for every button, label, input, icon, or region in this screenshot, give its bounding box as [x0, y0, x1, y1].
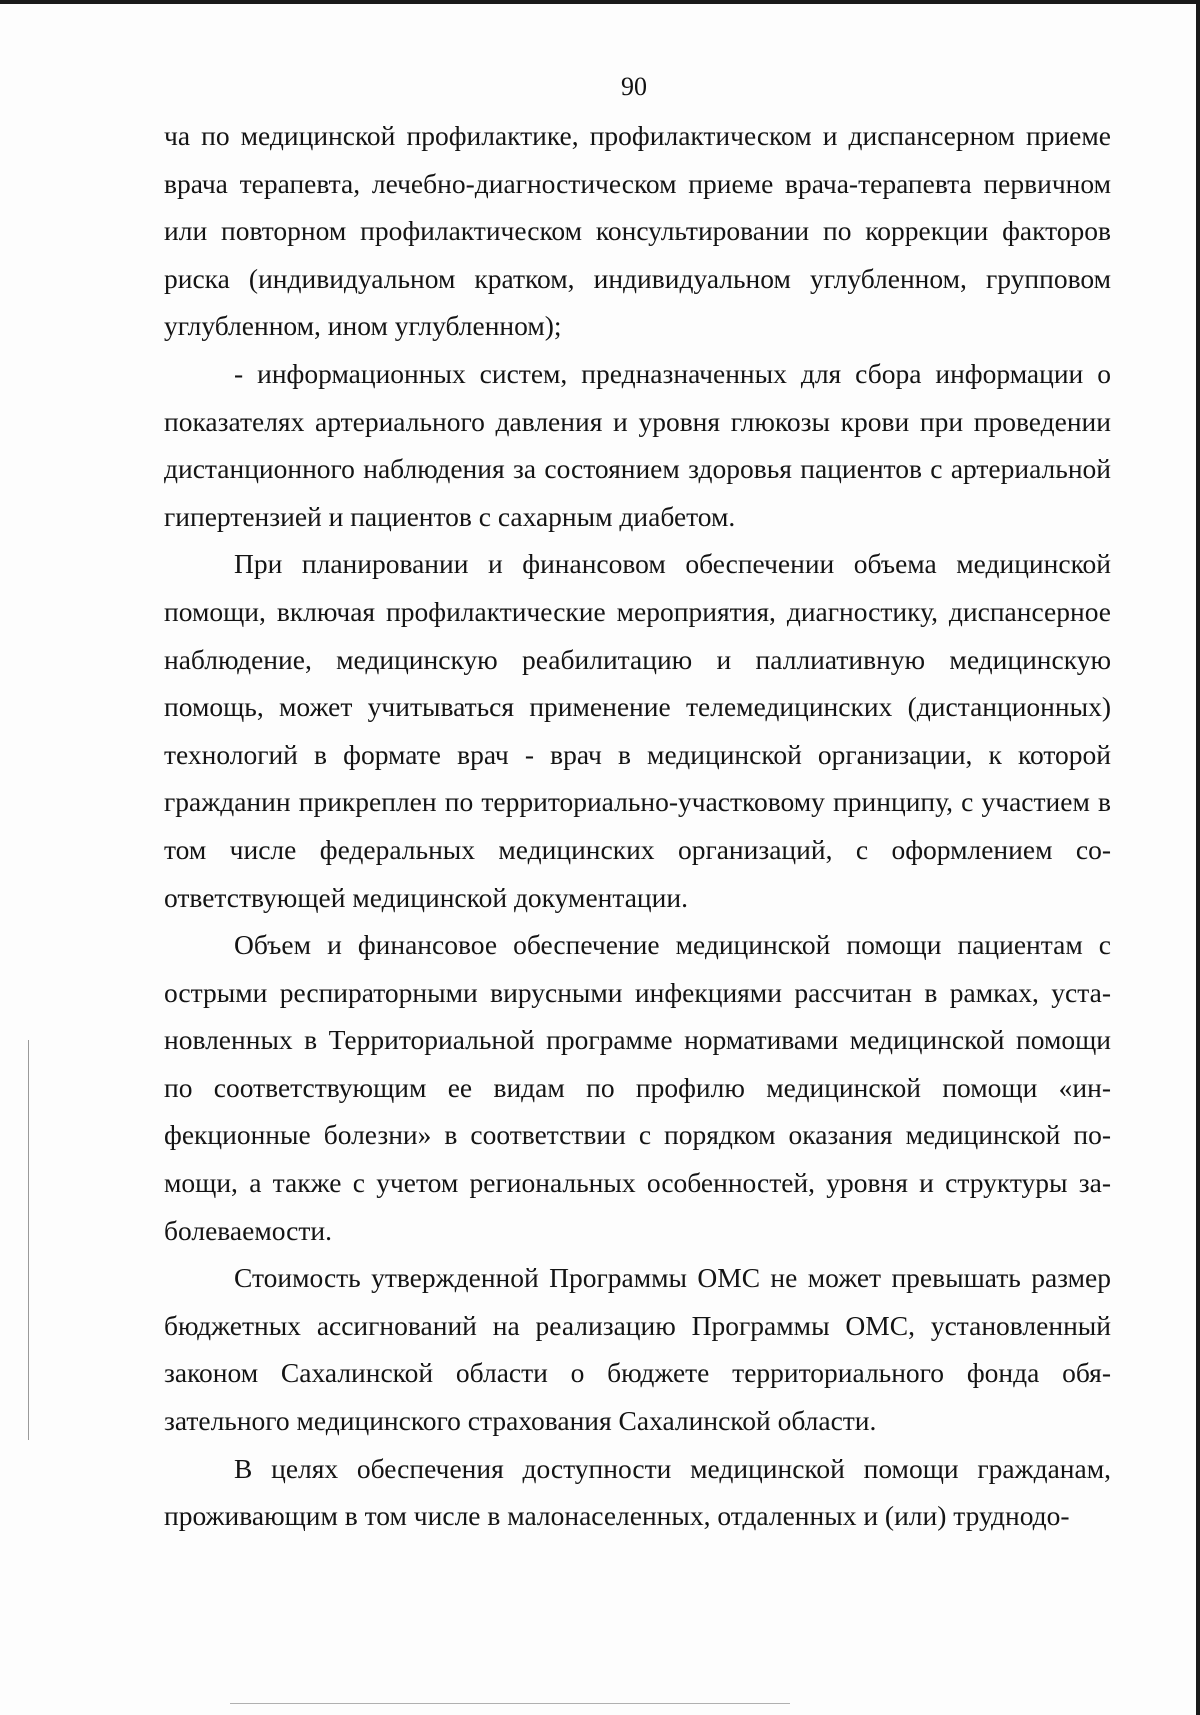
paragraph-oms-program-cost: Стоимость утвержденной Программы ОМС не может превышать размер бюджетных ассигнований на реализацию Программы ОМС, установленный законом Сахалинской области о бюджете территориального фонда обязательного медицинского страхования Сахалинской области.	[164, 1262, 1111, 1437]
paragraph-accessibility: В целях обеспечения доступности медицинской помощи гражданам, проживающим в том числе в малонаселенных, отдаленных и (или) труднодо-	[164, 1452, 1111, 1532]
scan-edge-bottom	[230, 1703, 790, 1704]
scan-edge-right	[1196, 0, 1200, 1715]
document-body	[164, 112, 1111, 1540]
paragraph-telemedicine-planning: При планировании и финансовом обеспечении объема медицинской помощи, включая профилактические мероприятия, диагностику, диспансерное наблюдение, медицинскую реабилитацию и паллиативную медицинскую помощь, может учитываться применение телемедицинских (дистанционных) технологий в формате врач - врач в медицинской организации, к которой гражданин прикреплен по территориально-участковому принципу, с участием в том числе федеральных медицинских организаций, с оформлением соответствующей медицинской документации.	[164, 548, 1111, 913]
scan-edge-top	[0, 0, 1200, 4]
paragraph-information-systems: - информационных систем, предназначенных для сбора информации о показателях артериального давления и уровня глюкозы крови при проведении дистанционного наблюдения за состоянием здоровья пациентов с артериальной гипертензией и пациентов с сахарным диабетом.	[164, 357, 1111, 532]
page-number: 90	[621, 72, 647, 101]
paragraph-continuation: ча по медицинской профилактике, профилактическом и диспансерном приеме врача терапевта, лечебно-диагностическом приеме врача-терапевта первичном или повторном профилактическом консультировании по коррекции факторов риска (индивидуальном кратком, индивидуальном углубленном, групповом углубленном, ином углубленном);	[164, 120, 1111, 342]
scan-edge-left	[28, 1040, 29, 1440]
paragraph-respiratory-infections: Объем и финансовое обеспечение медицинской помощи пациентам с острыми респираторными вирусными инфекциями рассчитан в рамках, установленных в Территориальной программе нормативами медицинской помощи по соответствующим ее видам по профилю медицинской помощи «инфекционные болезни» в соответствии с порядком оказания медицинской помощи, а также с учетом региональных особенностей, уровня и структуры заболеваемости.	[164, 929, 1111, 1246]
